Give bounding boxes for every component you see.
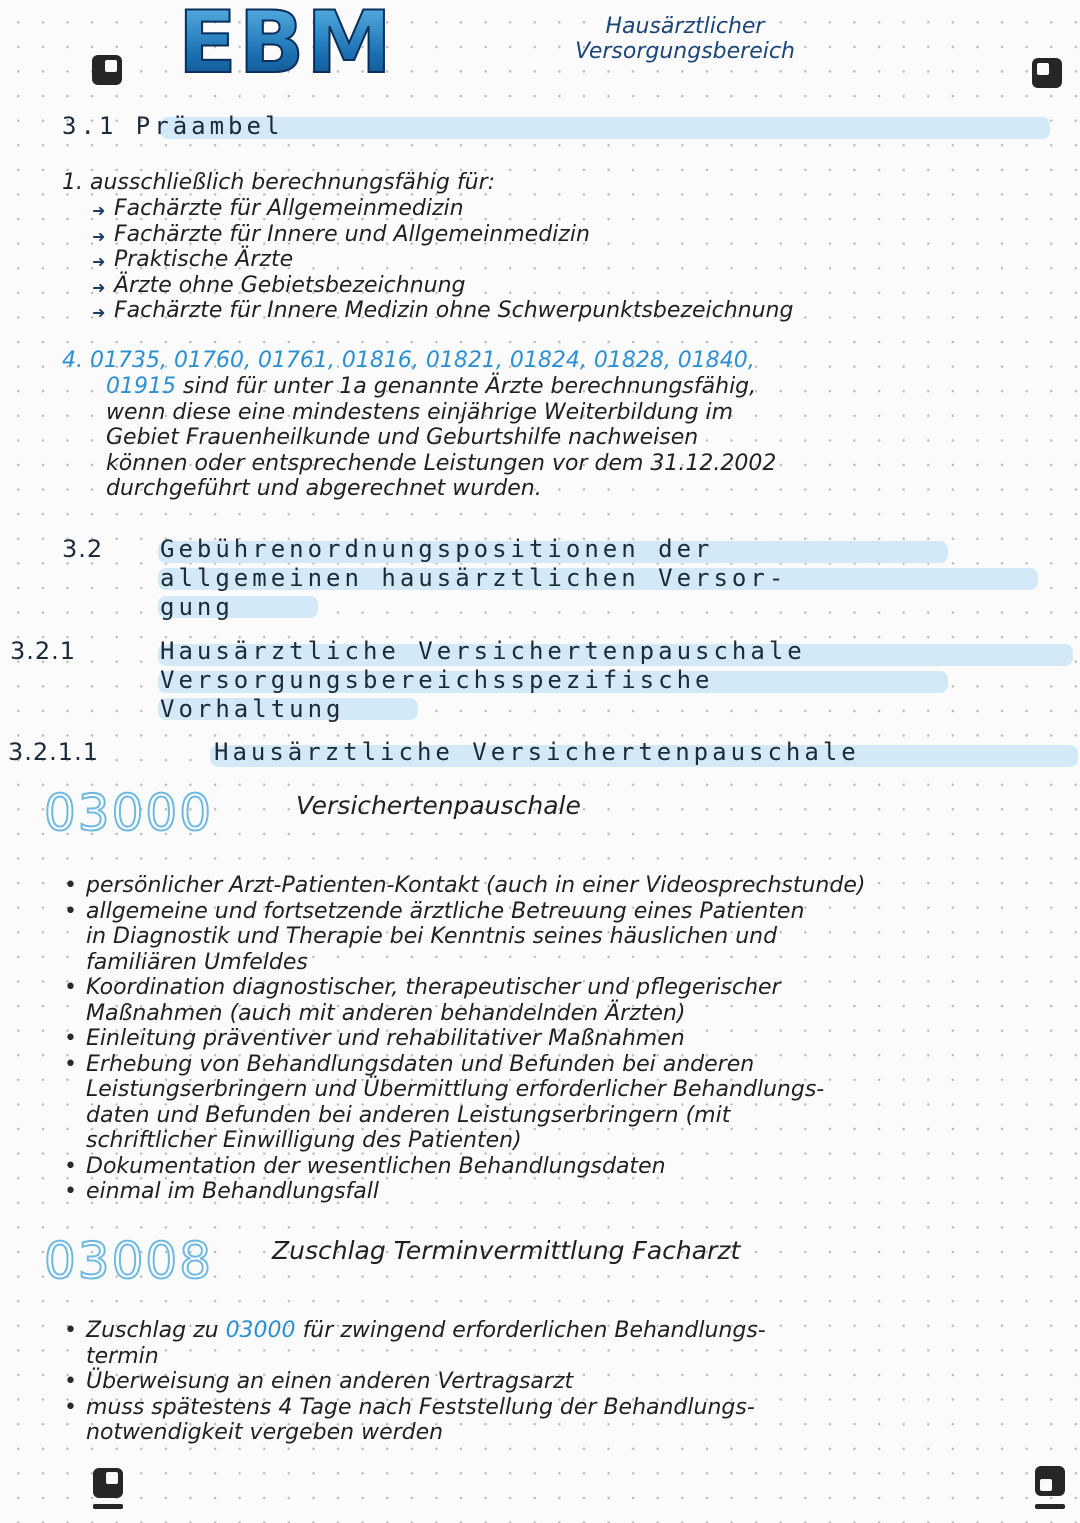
- list-item: • muss spätestens 4 Tage nach Feststellung der Behandlungs- notwendigkeit vergeben werden: [64, 1395, 766, 1446]
- point-1: [62, 170, 495, 196]
- code-03000-ref: 03000: [225, 1318, 296, 1343]
- list-item: • Erhebung von Behandlungsdaten und Befunden bei anderen Leistungserbringern und Übermittlung erforderlicher Behandlungs- daten und Befunden bei anderen Leistungserbringern (mit schriftlicher Einwilligung des Patienten): [64, 1052, 865, 1154]
- list-item: • persönlicher Arzt-Patienten-Kontakt (auch in einer Videosprechstunde): [64, 873, 865, 899]
- point-4: [62, 348, 755, 374]
- list-item: ➜ Praktische Ärzte: [92, 247, 793, 273]
- point-4-codes: 01735, 01760, 01761, 01816, 01821, 01824, 01828, 01840,: [90, 348, 755, 373]
- list-item: • Einleitung präventiver und rehabilitativer Maßnahmen: [64, 1026, 865, 1052]
- corner-marker-bottom-left: [93, 1468, 123, 1498]
- list-item: ➜ Fachärzte für Allgemeinmedizin: [92, 196, 793, 222]
- point-4-line: Gebiet Frauenheilkunde und Geburtshilfe nachweisen: [106, 425, 699, 450]
- section-3-2-heading: Gebührenordnungspositionen der allgemeinen hausärztlichen Versor- gung: [160, 535, 788, 621]
- list-item: • Zuschlag zu 03000 für zwingend erforderlichen Behandlungs- termin: [64, 1318, 766, 1369]
- point-4-body: [106, 374, 776, 502]
- section-3-2-1-number: 3.2.1: [10, 637, 77, 665]
- code-03000: 03000: [44, 784, 214, 842]
- point-4-line: sind für unter 1a genannte Ärzte berechnungsfähig,: [183, 374, 757, 399]
- list-item: • allgemeine und fortsetzende ärztliche Betreuung eines Patienten in Diagnostik und Therapie bei Kenntnis seines häuslichen und familiären Umfeldes: [64, 899, 865, 976]
- section-3-2-1-1-number: 3.2.1.1: [8, 738, 99, 766]
- point-1-label: 1.: [62, 170, 83, 195]
- code-03008-list: [64, 1318, 766, 1446]
- corner-bar-bottom-right: [1035, 1504, 1065, 1509]
- list-item: • einmal im Behandlungsfall: [64, 1179, 865, 1205]
- point-1-list: [92, 196, 793, 324]
- list-item: • Überweisung an einen anderen Vertragsarzt: [64, 1369, 766, 1395]
- code-03000-title: Versichertenpauschale: [296, 791, 581, 820]
- corner-marker-top-left: [92, 55, 122, 85]
- list-item: • Dokumentation der wesentlichen Behandlungsdaten: [64, 1154, 865, 1180]
- page-title: EBM: [178, 0, 394, 93]
- corner-marker-bottom-right: [1035, 1466, 1065, 1496]
- point-4-line: wenn diese eine mindestens einjährige Weiterbildung im: [106, 399, 734, 425]
- page-subtitle: Hausärztlicher Versorgungsbereich: [575, 14, 795, 65]
- code-03008-title: Zuschlag Terminvermittlung Facharzt: [272, 1236, 741, 1265]
- point-4-code-01915: 01915: [106, 374, 176, 399]
- code-03008: 03008: [44, 1232, 214, 1290]
- code-03000-list: [64, 873, 865, 1205]
- point-4-label: 4.: [62, 348, 83, 373]
- list-item: • Koordination diagnostischer, therapeutischer und pflegerischer Maßnahmen (auch mit anderen behandelnden Ärzten): [64, 975, 865, 1026]
- point-4-line: durchgeführt und abgerechnet wurden.: [106, 476, 542, 501]
- corner-bar-bottom-left: [93, 1504, 123, 1509]
- section-3-2-1-heading: Hausärztliche Versichertenpauschale Versorgungsbereichsspezifische Vorhaltung: [160, 637, 806, 723]
- point-1-text: ausschließlich berechnungsfähig für:: [90, 170, 496, 195]
- corner-marker-top-right: [1032, 58, 1062, 88]
- list-item: ➜ Fachärzte für Innere und Allgemeinmedizin: [92, 222, 793, 248]
- point-4-line: können oder entsprechende Leistungen vor dem 31.12.2002: [106, 450, 777, 476]
- section-3-1-heading: 3.1 Präambel: [62, 112, 284, 140]
- list-item: ➜ Fachärzte für Innere Medizin ohne Schwerpunktsbezeichnung: [92, 298, 793, 324]
- list-item: ➜ Ärzte ohne Gebietsbezeichnung: [92, 273, 793, 299]
- section-3-2-1-1-heading: Hausärztliche Versichertenpauschale: [214, 738, 860, 766]
- section-3-2-number: 3.2: [62, 535, 104, 563]
- highlight-bar: [160, 117, 1050, 139]
